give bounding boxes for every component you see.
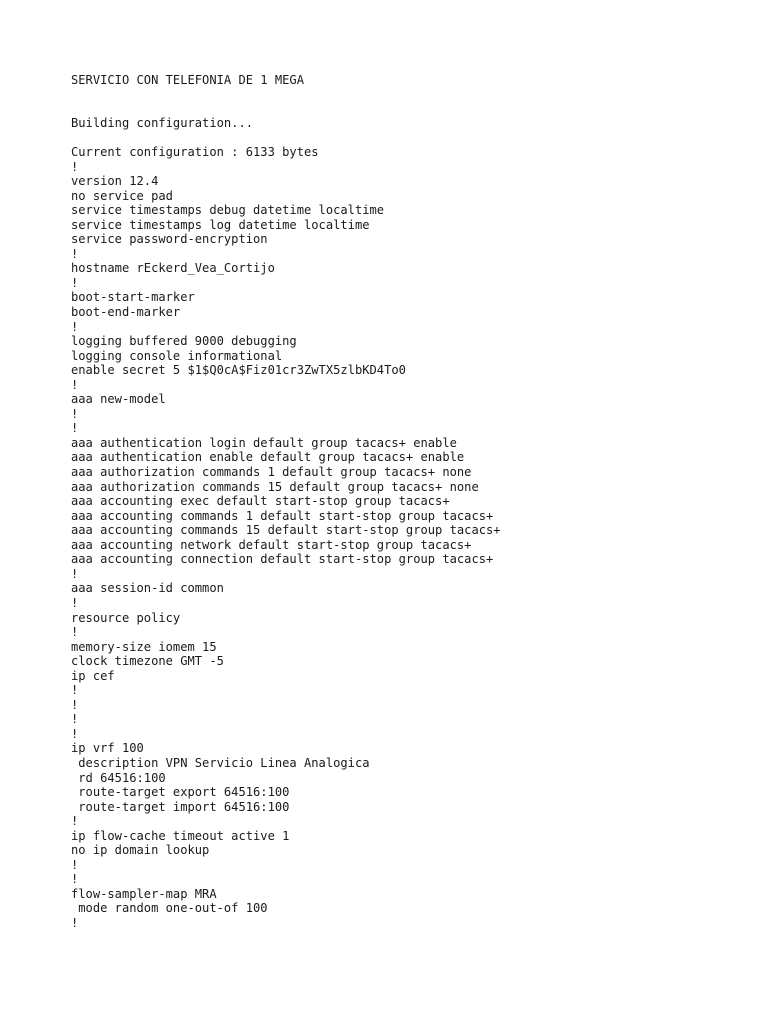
config-line: service timestamps log datetime localtime	[71, 217, 370, 232]
config-line: !	[71, 872, 79, 887]
config-line: route-target import 64516:100	[71, 799, 290, 814]
build-status-text: Building configuration...	[71, 116, 254, 130]
config-line: no ip domain lookup	[71, 843, 210, 858]
config-line: !	[71, 275, 79, 290]
config-line: aaa session-id common	[71, 581, 224, 596]
config-line: !	[71, 915, 79, 930]
config-line: aaa authentication login default group tacacs+ enable	[71, 435, 457, 450]
config-line: flow-sampler-map MRA	[71, 886, 217, 901]
config-line: !	[71, 421, 79, 436]
config-line: service timestamps debug datetime localtime	[71, 203, 385, 218]
config-line: aaa authorization commands 15 default group tacacs+ none	[71, 479, 479, 494]
config-line: logging console informational	[71, 348, 283, 363]
config-line: aaa accounting exec default start-stop group tacacs+	[71, 494, 450, 509]
config-line: !	[71, 683, 79, 698]
config-line: no service pad	[71, 188, 173, 203]
config-line: memory-size iomem 15	[71, 639, 217, 654]
config-line: aaa accounting commands 15 default start-stop group tacacs+	[71, 523, 501, 538]
config-line: !	[71, 814, 79, 829]
config-line: resource policy	[71, 610, 181, 625]
config-line: route-target export 64516:100	[71, 785, 290, 800]
configuration-listing	[71, 145, 751, 931]
config-line: !	[71, 625, 79, 640]
config-line: version 12.4	[71, 174, 159, 189]
config-line: logging buffered 9000 debugging	[71, 334, 297, 349]
config-line: !	[71, 246, 79, 261]
config-line: boot-end-marker	[71, 305, 181, 320]
config-line: !	[71, 319, 79, 334]
config-line: hostname rEckerd_Vea_Cortijo	[71, 261, 275, 276]
config-line: ip vrf 100	[71, 741, 144, 756]
config-line: aaa authorization commands 1 default group tacacs+ none	[71, 465, 472, 480]
config-line: !	[71, 566, 79, 581]
config-line: mode random one-out-of 100	[71, 901, 268, 916]
config-line: !	[71, 726, 79, 741]
config-line: clock timezone GMT -5	[71, 654, 224, 669]
config-line: !	[71, 595, 79, 610]
config-line: aaa accounting connection default start-stop group tacacs+	[71, 552, 494, 567]
config-line: aaa accounting network default start-stop group tacacs+	[71, 537, 472, 552]
config-line: description VPN Servicio Linea Analogica	[71, 755, 370, 770]
config-line: !	[71, 712, 79, 727]
config-line: rd 64516:100	[71, 770, 166, 785]
document-title: SERVICIO CON TELEFONIA DE 1 MEGA	[71, 73, 304, 87]
config-line: enable secret 5 $1$Q0cA$Fiz01cr3ZwTX5zlbKD4To0	[71, 363, 406, 378]
config-line: boot-start-marker	[71, 290, 195, 305]
config-line: Current configuration : 6133 bytes	[71, 145, 319, 159]
config-line: !	[71, 697, 79, 712]
config-line: !	[71, 377, 79, 392]
config-line: aaa authentication enable default group tacacs+ enable	[71, 450, 465, 465]
config-line: !	[71, 406, 79, 421]
config-line: aaa new-model	[71, 392, 166, 407]
config-line: !	[71, 159, 79, 174]
config-line: aaa accounting commands 1 default start-stop group tacacs+	[71, 508, 494, 523]
config-line: !	[71, 857, 79, 872]
config-line: ip cef	[71, 668, 115, 683]
config-line: service password-encryption	[71, 232, 268, 247]
config-line: ip flow-cache timeout active 1	[71, 828, 290, 843]
